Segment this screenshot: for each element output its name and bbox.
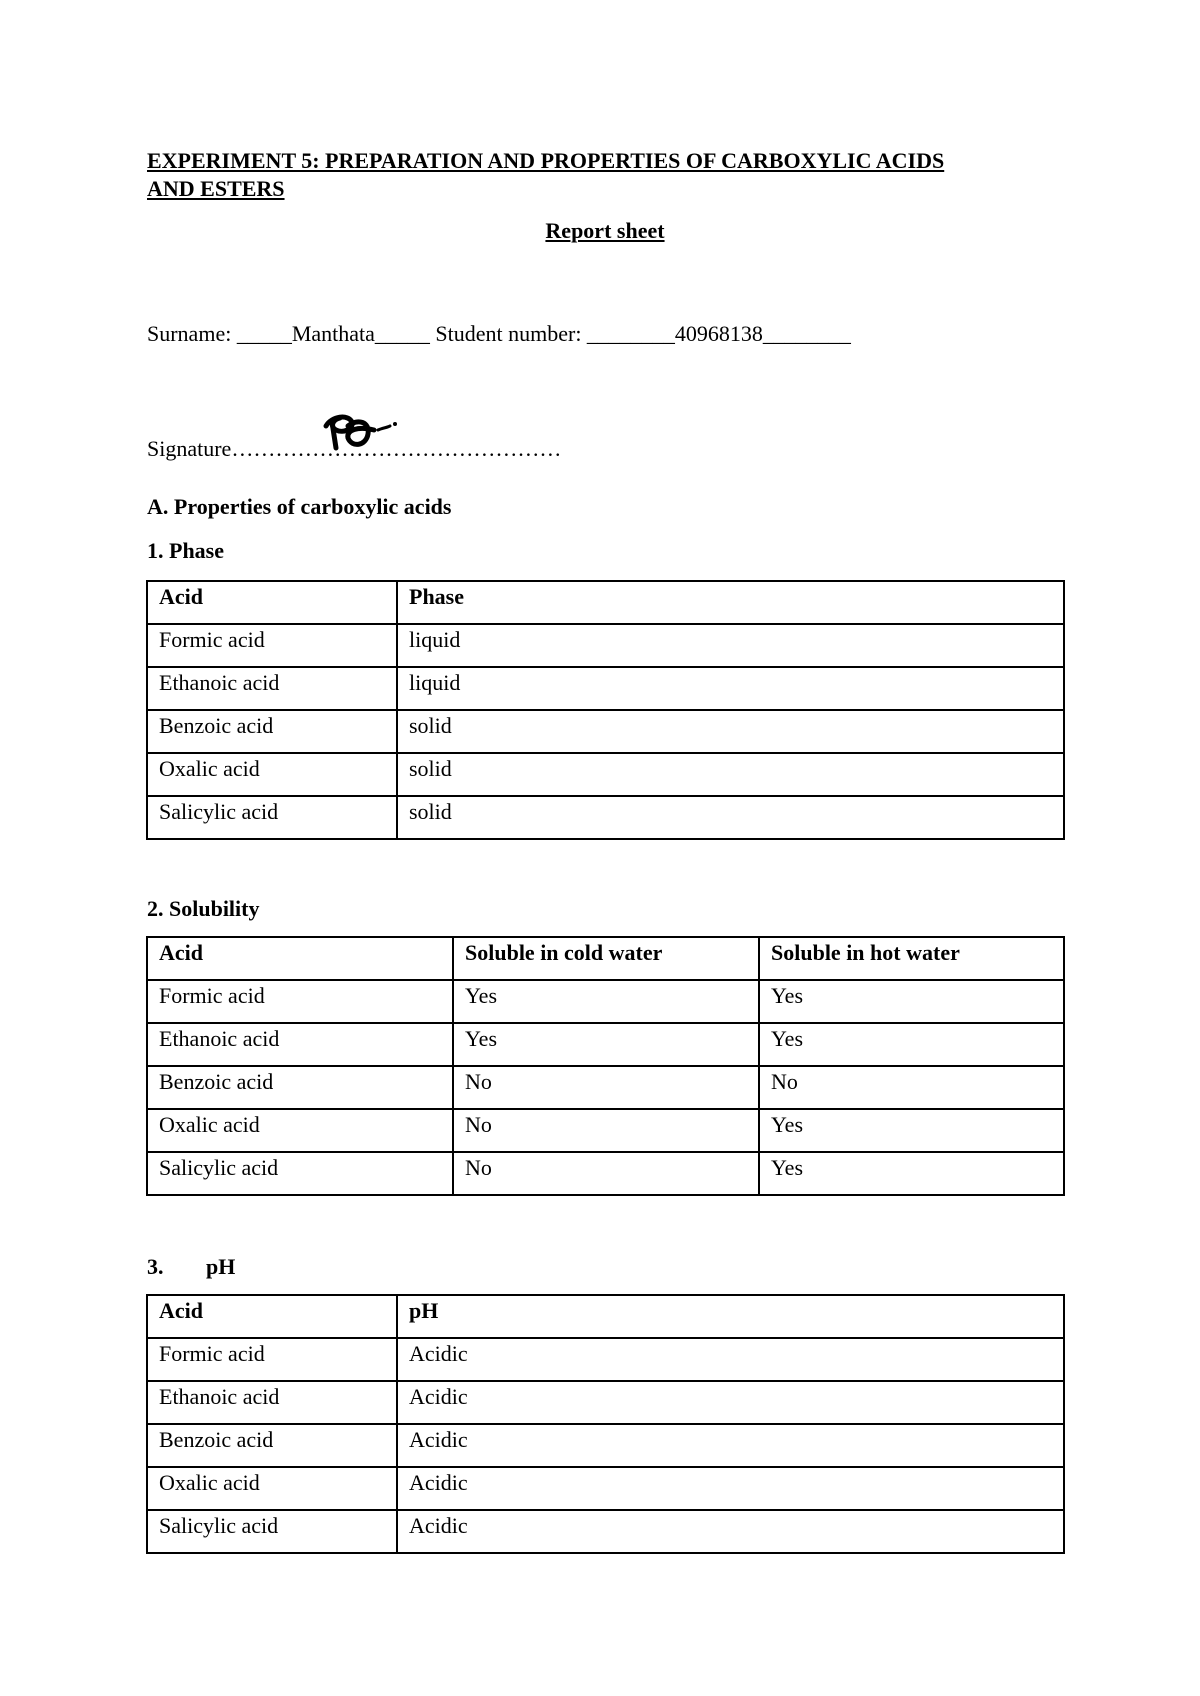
table-row bbox=[147, 1066, 1064, 1109]
table-cell: Salicylic acid bbox=[147, 796, 397, 839]
table-cell: Benzoic acid bbox=[147, 1424, 397, 1467]
table-row bbox=[147, 1023, 1064, 1066]
table-cell: No bbox=[453, 1152, 759, 1195]
section-3-number: 3. bbox=[147, 1254, 164, 1279]
table-cell: Ethanoic acid bbox=[147, 667, 397, 710]
table-row bbox=[147, 1338, 1064, 1381]
table-cell: Benzoic acid bbox=[147, 1066, 453, 1109]
table-cell: Yes bbox=[759, 1152, 1064, 1195]
table-cell: Acidic bbox=[397, 1510, 1064, 1553]
table-cell: Salicylic acid bbox=[147, 1152, 453, 1195]
document-title-line1: EXPERIMENT 5: PREPARATION AND PROPERTIES OF CARBOXYLIC ACIDS bbox=[147, 148, 945, 173]
table-cell: Yes bbox=[453, 980, 759, 1023]
table-row bbox=[147, 667, 1064, 710]
table-row bbox=[147, 624, 1064, 667]
section-2-heading: 2. Solubility bbox=[147, 896, 260, 921]
table-cell: Yes bbox=[453, 1023, 759, 1066]
table-cell: solid bbox=[397, 753, 1064, 796]
table-cell: No bbox=[759, 1066, 1064, 1109]
table-cell: solid bbox=[397, 710, 1064, 753]
table-cell: No bbox=[453, 1066, 759, 1109]
table-cell: Acidic bbox=[397, 1338, 1064, 1381]
table-cell: Acidic bbox=[397, 1381, 1064, 1424]
solubility-table bbox=[146, 936, 1065, 1196]
section-3-heading: pH bbox=[206, 1254, 236, 1279]
column-header: pH bbox=[397, 1295, 1064, 1338]
column-header: Acid bbox=[147, 581, 397, 624]
table-row bbox=[147, 1467, 1064, 1510]
table-cell: Acidic bbox=[397, 1467, 1064, 1510]
phase-table bbox=[146, 580, 1065, 840]
column-header: Soluble in hot water bbox=[759, 937, 1064, 980]
table-cell: Oxalic acid bbox=[147, 1109, 453, 1152]
column-header: Acid bbox=[147, 1295, 397, 1338]
document-title-line2: AND ESTERS bbox=[147, 176, 285, 201]
table-row bbox=[147, 796, 1064, 839]
table-row bbox=[147, 1424, 1064, 1467]
table-cell: Yes bbox=[759, 1023, 1064, 1066]
table-cell: liquid bbox=[397, 667, 1064, 710]
column-header: Acid bbox=[147, 937, 453, 980]
table-cell: Yes bbox=[759, 980, 1064, 1023]
table-cell: Salicylic acid bbox=[147, 1510, 397, 1553]
table-cell: Oxalic acid bbox=[147, 753, 397, 796]
table-cell: liquid bbox=[397, 624, 1064, 667]
table-cell: No bbox=[453, 1109, 759, 1152]
section-a-heading: A. Properties of carboxylic acids bbox=[147, 494, 452, 519]
table-header-row bbox=[147, 1295, 1064, 1338]
table-header-row bbox=[147, 937, 1064, 980]
column-header: Phase bbox=[397, 581, 1064, 624]
table-header-row bbox=[147, 581, 1064, 624]
report-sheet-subtitle: Report sheet bbox=[545, 218, 665, 243]
table-cell: Acidic bbox=[397, 1424, 1064, 1467]
table-cell: solid bbox=[397, 796, 1064, 839]
section-1-heading: 1. Phase bbox=[147, 538, 224, 563]
table-row bbox=[147, 1109, 1064, 1152]
table-row bbox=[147, 1152, 1064, 1195]
table-cell: Benzoic acid bbox=[147, 710, 397, 753]
handwritten-signature bbox=[318, 408, 398, 458]
table-row bbox=[147, 980, 1064, 1023]
table-cell: Formic acid bbox=[147, 624, 397, 667]
table-row bbox=[147, 1510, 1064, 1553]
table-row bbox=[147, 1381, 1064, 1424]
table-cell: Formic acid bbox=[147, 1338, 397, 1381]
ph-table bbox=[146, 1294, 1065, 1554]
table-row bbox=[147, 753, 1064, 796]
table-cell: Ethanoic acid bbox=[147, 1381, 397, 1424]
table-cell: Oxalic acid bbox=[147, 1467, 397, 1510]
table-row bbox=[147, 710, 1064, 753]
table-cell: Formic acid bbox=[147, 980, 453, 1023]
table-cell: Yes bbox=[759, 1109, 1064, 1152]
signature-line: Signature……………………………………… bbox=[147, 436, 562, 461]
surname-student-number-line: Surname: _____Manthata_____ Student number: ________40968138________ bbox=[147, 321, 851, 346]
table-cell: Ethanoic acid bbox=[147, 1023, 453, 1066]
column-header: Soluble in cold water bbox=[453, 937, 759, 980]
